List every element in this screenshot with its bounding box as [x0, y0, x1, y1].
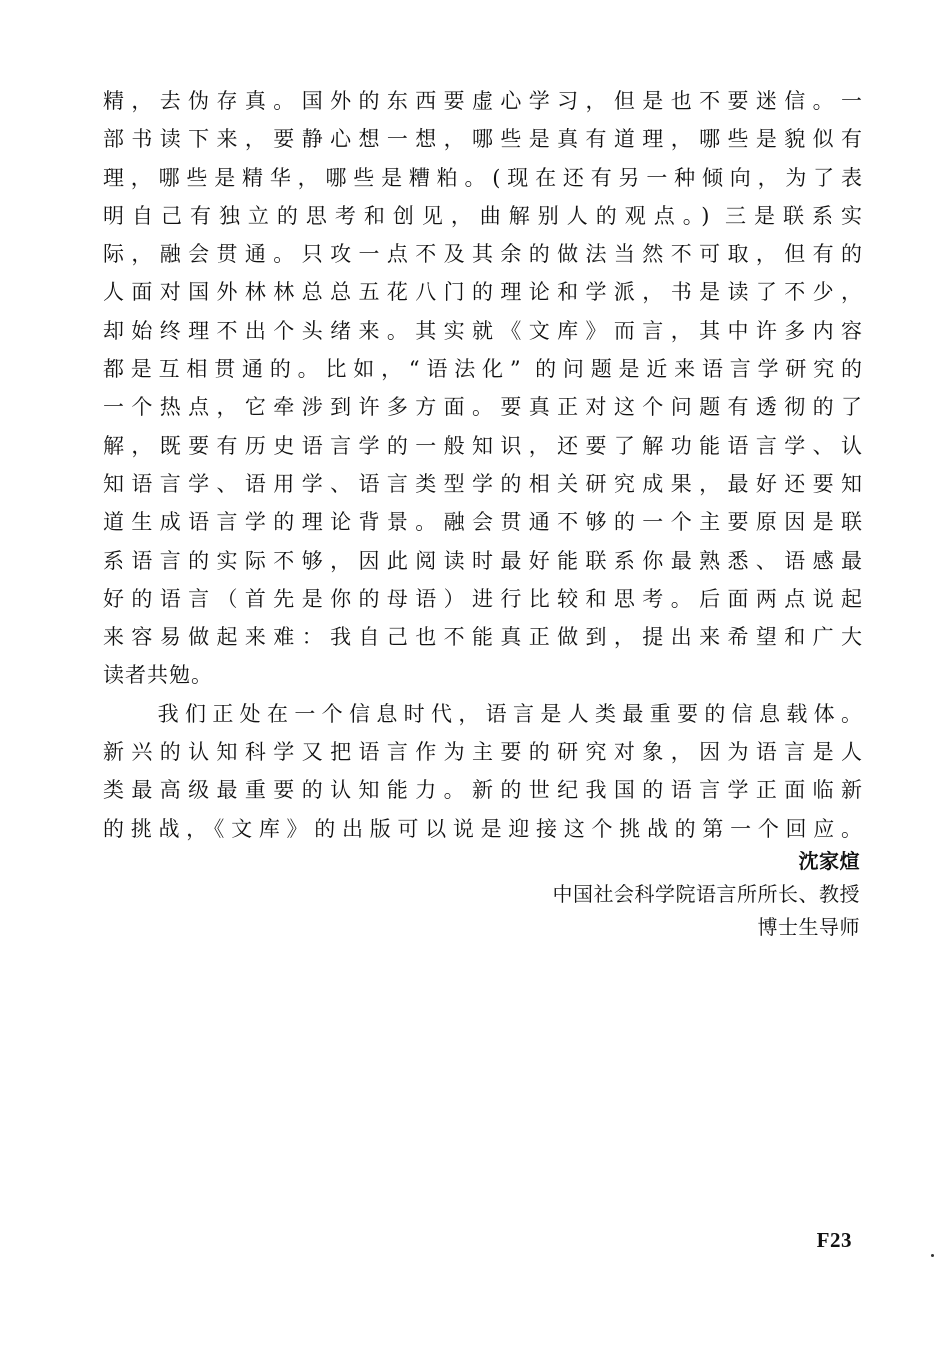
- text-line: 理，哪些是精华，哪些是糟粕。(现在还有另一种倾向，为了表: [103, 165, 863, 190]
- text-line: 一个热点，它牵涉到许多方面。要真正对这个问题有透彻的了: [103, 395, 863, 420]
- text-line: 际，融会贯通。只攻一点不及其余的做法当然不可取，但有的: [103, 242, 863, 267]
- text-line: 人面对国外林林总总五花八门的理论和学派，书是读了不少，: [103, 280, 863, 305]
- text-line: 都是互相贯通的。比如，“语法化” 的问题是近来语言学研究的: [103, 357, 863, 382]
- text-line: 好的语言（首先是你的母语）进行比较和思考。后面两点说起: [103, 586, 863, 611]
- text-line: 解，既要有历史语言学的一般知识，还要了解功能语言学、认: [103, 433, 863, 458]
- text-line: 精，去伪存真。国外的东西要虚心学习，但是也不要迷信。一: [103, 89, 863, 113]
- signature-block: [553, 845, 861, 944]
- author-role: 博士生导师: [757, 915, 860, 939]
- body-text: [103, 82, 863, 848]
- text-line: 部书读下来，要静心想一想，哪些是真有道理，哪些是貌似有: [103, 127, 863, 152]
- text-line: 我们正处在一个信息时代，语言是人类最重要的信息载体。: [103, 701, 863, 726]
- text-line: 类最高级最重要的认知能力。新的世纪我国的语言学正面临新: [103, 778, 863, 803]
- author-title: 中国社会科学院语言所所长、教授: [552, 882, 860, 906]
- text-line: 道生成语言学的理论背景。融会贯通不够的一个主要原因是联: [103, 510, 863, 535]
- text-line: 明自己有独立的思考和创见，曲解别人的观点。) 三是联系实: [103, 203, 863, 228]
- text-line: 知语言学、语用学、语言类型学的相关研究成果，最好还要知: [103, 471, 863, 496]
- text-line: 系语言的实际不够，因此阅读时最好能联系你最熟悉、语感最: [103, 548, 863, 573]
- text-line: 的挑战，《文库》的出版可以说是迎接这个挑战的第一个回应。: [103, 816, 863, 841]
- author-name: 沈家煊: [798, 849, 860, 873]
- text-line: 却始终理不出个头绪来。其实就《文库》而言，其中许多内容: [103, 318, 863, 343]
- paragraph-1: [103, 82, 863, 695]
- page-number: F23: [816, 1228, 852, 1252]
- text-line: 新兴的认知科学又把语言作为主要的研究对象，因为语言是人: [103, 740, 863, 765]
- paragraph-2: [103, 695, 863, 848]
- text-line: 读者共勉。: [103, 663, 213, 688]
- scan-speck: [931, 1254, 934, 1257]
- text-line: 来容易做起来难：我自己也不能真正做到，提出来希望和广大: [103, 625, 863, 650]
